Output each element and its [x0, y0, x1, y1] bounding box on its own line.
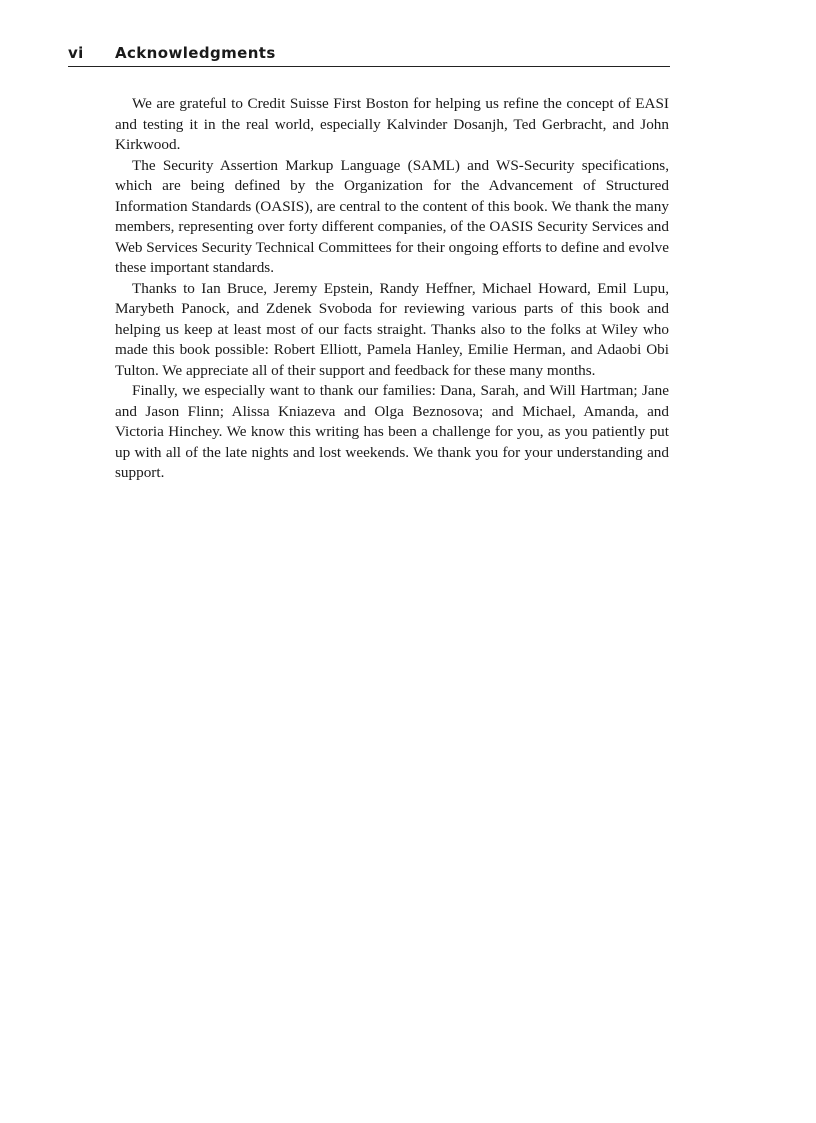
body-text	[115, 94, 669, 484]
page-number: vi	[68, 44, 84, 62]
paragraph: The Security Assertion Markup Language (SAML) and WS-Security specifications, which are being defined by the Organization for the Advancement of Structured Information Standards (OASIS), are central to the content of this book. We thank the many members, representing over forty different companies, of the OASIS Security Services and Web Services Security Technical Committees for their ongoing efforts to define and evolve these important standards.	[115, 156, 669, 276]
paragraph: We are grateful to Credit Suisse First Boston for helping us refine the concept of EASI and testing it in the real world, especially Kalvinder Dosanjh, Ted Gerbracht, and John Kirkwood.	[115, 95, 669, 153]
page-header	[68, 44, 670, 67]
paragraph: Thanks to Ian Bruce, Jeremy Epstein, Randy Heffner, Michael Howard, Emil Lupu, Marybeth Panock, and Zdenek Svoboda for reviewing various parts of this book and helping us keep at least most of our facts straight. Thanks also to the folks at Wiley who made this book possible: Robert Elliott, Pamela Hanley, Emilie Herman, and Adaobi Obi Tulton. We appreciate all of their support and feedback for these many months.	[115, 279, 669, 379]
running-head: Acknowledgments	[115, 44, 276, 62]
paragraph: Finally, we especially want to thank our families: Dana, Sarah, and Will Hartman; Jane and Jason Flinn; Alissa Kniazeva and Olga Beznosova; and Michael, Amanda, and Victoria Hinchey. We know this writing has been a challenge for you, as you patiently put up with all of the late nights and lost weekends. We thank you for your understanding and support.	[115, 382, 669, 481]
